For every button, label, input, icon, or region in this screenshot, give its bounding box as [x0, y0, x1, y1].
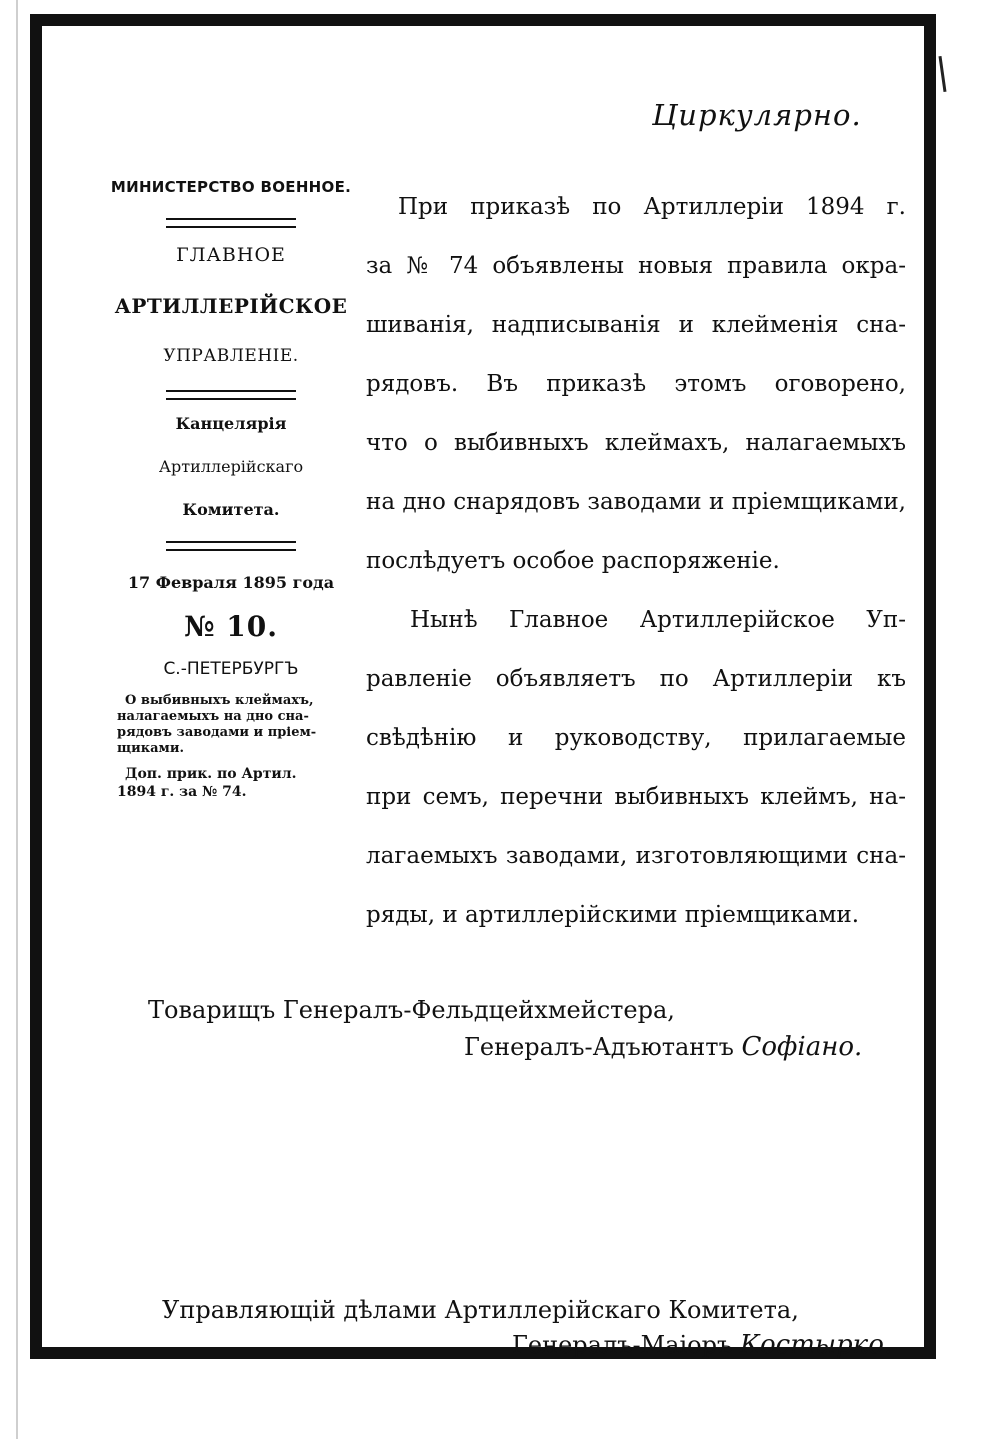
body-line: равленіе объявляетъ по Артиллеріи къ: [366, 666, 906, 692]
ministry-name: МИНИСТЕРСТВО ВОЕННОЕ.: [110, 178, 352, 196]
subject-line: рядовъ заводами и пріем-: [117, 725, 317, 740]
signature-2-rank-text: Генералъ-Маіоръ: [512, 1331, 733, 1359]
reference-line: Доп. прик. по Артил.: [125, 766, 297, 782]
signature-2-title: Управляющій дѣлами Артиллерійскаго Комитета,: [162, 1296, 799, 1324]
body-line: на дно снарядовъ заводами и пріемщиками,: [366, 489, 906, 515]
scan-margin-line: [16, 0, 18, 1439]
body-line: При приказѣ по Артиллеріи 1894 г.: [398, 194, 906, 220]
circular-heading: Циркулярно.: [652, 98, 862, 132]
body-line: за № 74 объявлены новыя правила окра-: [366, 253, 906, 279]
document-page: [54, 38, 912, 1360]
body-line: Нынѣ Главное Артиллерійское Уп-: [410, 607, 906, 633]
signature-1-rank-text: Генералъ-Адъютантъ: [464, 1033, 734, 1061]
subject-line: налагаемыхъ на дно сна-: [117, 709, 309, 724]
reference-note: [117, 765, 363, 801]
double-rule-divider: [166, 541, 296, 551]
directorate-line-2: АРТИЛЛЕРІЙСКОЕ: [114, 294, 348, 318]
subject-summary: [117, 693, 363, 757]
double-rule-divider: [166, 390, 296, 400]
margin-pen-mark: [939, 56, 947, 92]
signature-1-name: Софіано.: [741, 1032, 863, 1062]
body-line: при семъ, перечни выбивныхъ клеймъ, на-: [366, 784, 906, 810]
body-line: послѣдуетъ особое распоряженіе.: [366, 548, 780, 574]
office-line-2: Артиллерійскаго: [158, 457, 304, 476]
office-line-1: Канцелярія: [175, 414, 287, 433]
body-line: ряды, и артиллерійскими пріемщиками.: [366, 902, 860, 928]
signature-2-name: Костырко.: [739, 1330, 893, 1360]
body-line: шиванія, надписыванія и клейменія сна-: [366, 312, 906, 338]
subject-line: О выбивныхъ клеймахъ,: [125, 693, 314, 708]
document-city: С.-ПЕТЕРБУРГЪ: [163, 659, 299, 679]
signature-2-rank: [512, 1330, 892, 1360]
body-line: лагаемыхъ заводами, изготовляющими сна-: [366, 843, 906, 869]
signature-1-title: Товарищъ Генералъ-Фельдцейхмейстера,: [148, 996, 675, 1024]
sidebar-heading-block: [99, 178, 363, 801]
subject-line: щиками.: [117, 741, 184, 756]
document-border: [30, 14, 936, 1359]
office-line-3: Комитета.: [182, 500, 280, 519]
document-number: № 10.: [184, 610, 278, 643]
document-body: [366, 178, 906, 945]
directorate-line-1: ГЛАВНОЕ: [176, 244, 286, 266]
reference-line: 1894 г. за № 74.: [117, 784, 247, 800]
body-line: рядовъ. Въ приказѣ этомъ оговорено,: [366, 371, 906, 397]
double-rule-divider: [166, 218, 296, 228]
body-line: свѣдѣнію и руководству, прилагаемые: [366, 725, 906, 751]
body-line: что о выбивныхъ клеймахъ, налагаемыхъ: [366, 430, 906, 456]
document-date: 17 Февраля 1895 года: [127, 573, 335, 592]
signature-1-rank: [464, 1032, 862, 1062]
directorate-line-3: УПРАВЛЕНІЕ.: [163, 346, 299, 366]
